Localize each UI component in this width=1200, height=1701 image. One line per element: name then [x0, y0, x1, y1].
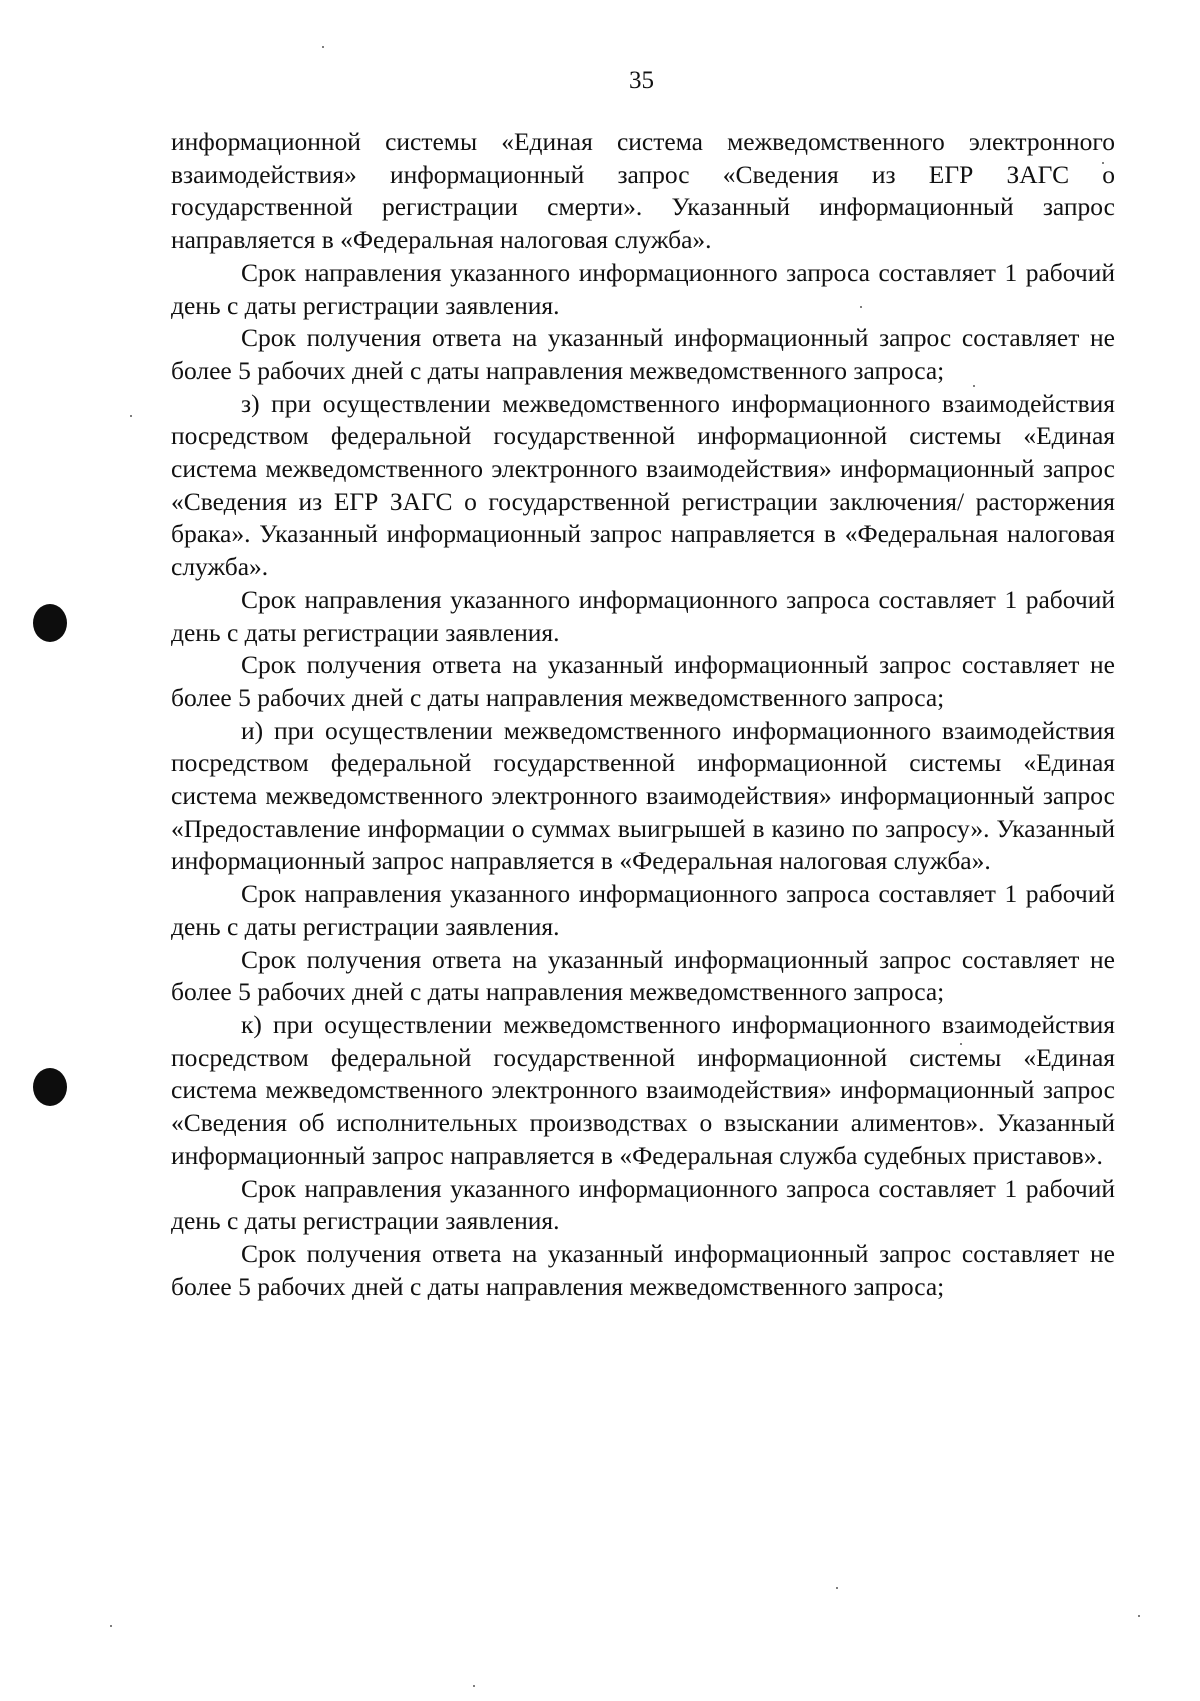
scan-speck: [1138, 1615, 1140, 1617]
paragraph: Срок направления указанного информационного запроса составляет 1 рабочий день с даты регистрации заявления.: [171, 1173, 1115, 1236]
punch-hole-mark: [33, 1068, 67, 1106]
paragraph: Срок направления указанного информационного запроса составляет 1 рабочий день с даты регистрации заявления.: [171, 879, 1115, 941]
punch-hole-mark: [33, 604, 67, 642]
page-number: 35: [629, 67, 654, 94]
paragraph: Срок получения ответа на указанный информационный запрос составляет не более 5 рабочих дней с даты направления межведомственного запроса;: [171, 944, 1115, 1007]
scan-speck: [836, 1587, 838, 1589]
paragraph: и) при осуществлении межведомственного информационного взаимодействия посредством федеральной государственной информационной системы «Единая система межведомственного электронного взаимодействия» информационный запрос «Предоставление информации о суммах выигрышей в казино по запросу». Указанный информационный запрос направляется в «Федеральная налоговая служба».: [171, 715, 1115, 876]
scan-speck: [110, 1625, 112, 1627]
paragraph: Срок направления указанного информационного запроса составляет 1 рабочий день с даты регистрации заявления.: [171, 257, 1115, 320]
paragraph: Срок получения ответа на указанный информационный запрос составляет не более 5 рабочих дней с даты направления межведомственного запроса;: [171, 650, 1115, 712]
scan-speck: [322, 46, 324, 48]
paragraph: Срок получения ответа на указанный информационный запрос составляет не более 5 рабочих дней с даты направления межведомственного запроса;: [171, 323, 1115, 385]
paragraph: з) при осуществлении межведомственного информационного взаимодействия посредством федеральной государственной информационной системы «Единая система межведомственного электронного взаимодействия» информационный запрос «Сведения из ЕГР ЗАГС о государственной регистрации заключения/ расторжения брака». Указанный информационный запрос направляется в «Федеральная налоговая служба».: [171, 388, 1115, 582]
scan-speck: [130, 415, 132, 417]
paragraph: к) при осуществлении межведомственного информационного взаимодействия посредством федеральной государственной информационной системы «Единая система межведомственного электронного взаимодействия» информационный запрос «Сведения об исполнительных производствах о взыскании алиментов». Указанный информационный запрос направляется в «Федеральная служба судебных приставов».: [171, 1009, 1115, 1170]
paragraph: информационной системы «Единая система межведомственного электронного взаимодействия» информационный запрос «Сведения из ЕГР ЗАГС о государственной регистрации смерти». Указанный информационный запрос направляется в «Федеральная налоговая служба».: [171, 127, 1115, 255]
paragraph: Срок направления указанного информационного запроса составляет 1 рабочий день с даты регистрации заявления.: [171, 584, 1115, 647]
document-body: [171, 126, 1115, 1303]
paragraph: Срок получения ответа на указанный информационный запрос составляет не более 5 рабочих дней с даты направления межведомственного запроса;: [171, 1238, 1115, 1301]
scan-speck: [473, 1685, 475, 1687]
